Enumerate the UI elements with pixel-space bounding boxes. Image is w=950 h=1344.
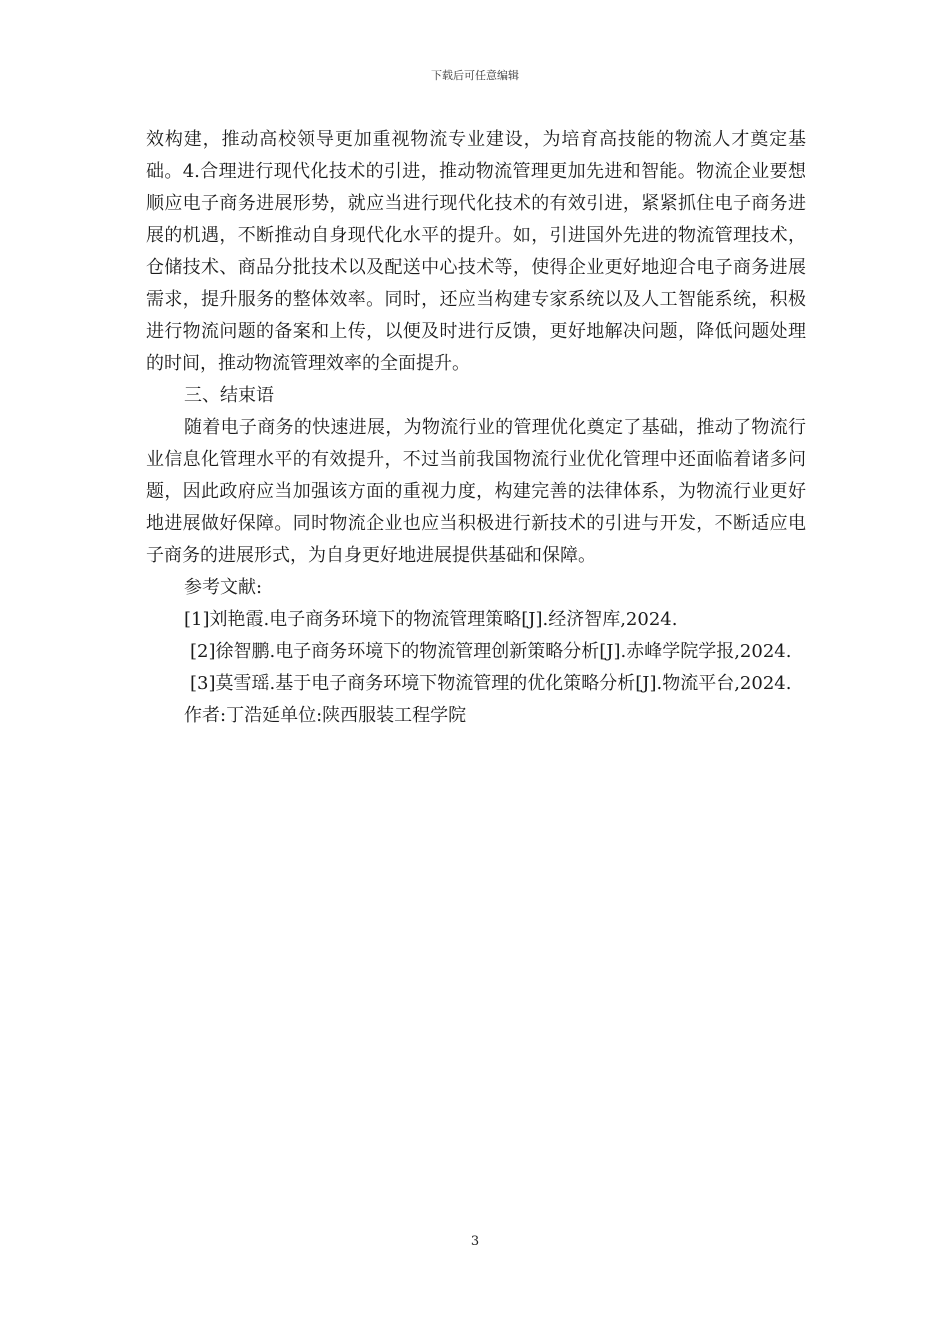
page-number: 3 bbox=[470, 1234, 480, 1249]
reference-item-2: [2]徐智鹏.电子商务环境下的物流管理创新策略分析[J].赤峰学院学报,2024. bbox=[190, 641, 792, 662]
continued-paragraph: 效构建，推动高校领导更加重视物流专业建设，为培育高技能的物流人才奠定基础。4.合理进行现代化技术的引进，推动物流管理更加先进和智能。物流企业要想顺应电子商务进展形势，就应当进行现代化技术的有效引进，紧紧抓住电子商务进展的机遇，不断推动自身现代化水平的提升。如，引进国外先进的物流管理技术，仓储技术、商品分批技术以及配送中心技术等，使得企业更好地迎合电子商务进展需求，提升服务的整体效率。同时，还应当构建专家系统以及人工智能系统，积极进行物流问题的备案和上传，以便及时进行反馈，更好地解决问题，降低问题处理的时间，推动物流管理效率的全面提升。 bbox=[146, 129, 806, 374]
conclusion-paragraph: 随着电子商务的快速进展，为物流行业的管理优化奠定了基础，推动了物流行业信息化管理水平的有效提升，不过当前我国物流行业优化管理中还面临着诸多问题，因此政府应当加强该方面的重视力度，构建完善的法律体系，为物流行业更好地进展做好保障。同时物流企业也应当积极进行新技术的引进与开发，不断适应电子商务的进展形式，为自身更好地进展提供基础和保障。 bbox=[146, 417, 806, 566]
author-line: 作者:丁浩延单位:陕西服装工程学院 bbox=[184, 705, 467, 726]
document-body bbox=[146, 124, 806, 732]
reference-item-1: [1]刘艳霞.电子商务环境下的物流管理策略[J].经济智库,2024. bbox=[184, 609, 678, 630]
section-heading: 三、结束语 bbox=[184, 385, 274, 406]
page-header-note: 下载后可任意编辑 bbox=[431, 69, 519, 82]
references-heading: 参考文献: bbox=[184, 577, 263, 598]
reference-item-3: [3]莫雪瑶.基于电子商务环境下物流管理的优化策略分析[J].物流平台,2024. bbox=[190, 673, 792, 694]
